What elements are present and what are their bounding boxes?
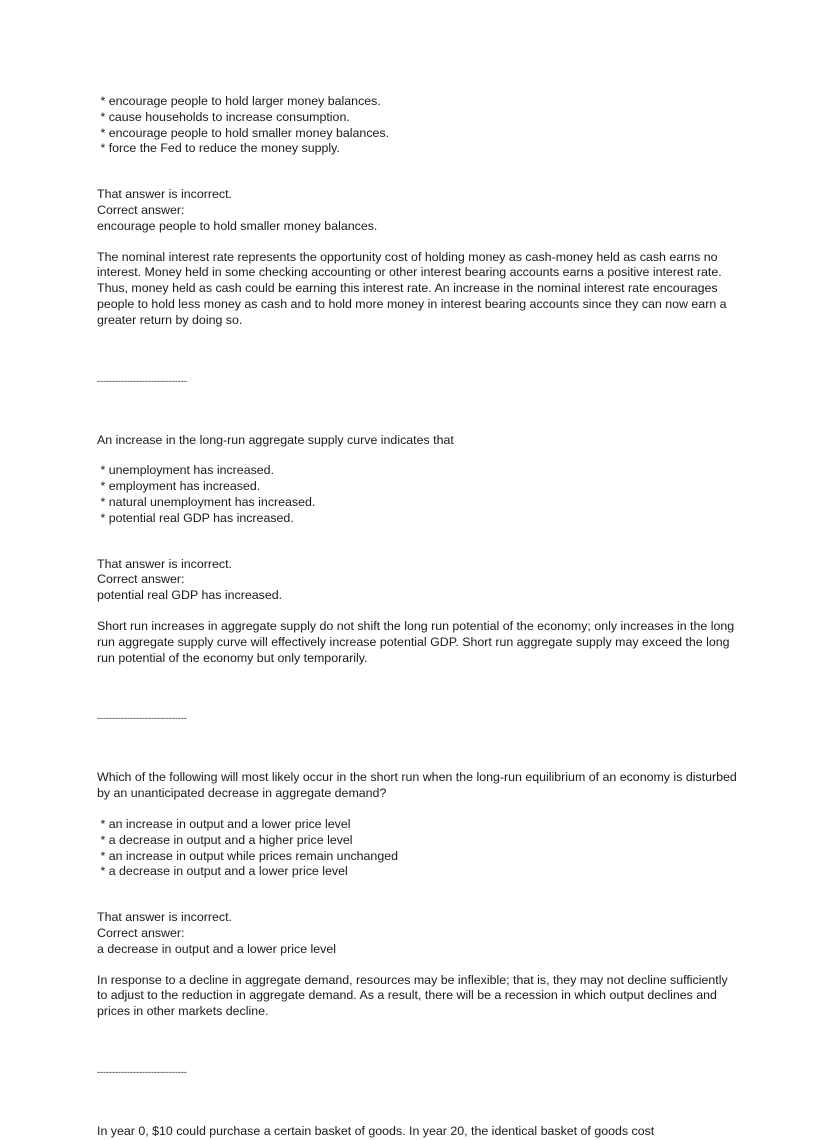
separator-1: ------------------------------ bbox=[97, 375, 187, 386]
q1-option-1: * encourage people to hold larger money balances. bbox=[97, 94, 381, 108]
separator-3: ------------------------------ bbox=[97, 1066, 187, 1077]
q3-options bbox=[97, 817, 737, 880]
q1-options bbox=[97, 94, 737, 157]
q2-explanation: Short run increases in aggregate supply do not shift the long run potential of the economy; only increases in the long run aggregate supply curve will effectively increase potential GDP. Short run aggregate supply may exceed the long run potential of the economy but only temporarily. bbox=[97, 618, 735, 665]
q3-option-1: * an increase in output and a lower price level bbox=[97, 816, 351, 831]
q2-option-3: * natural unemployment has increased. bbox=[97, 494, 316, 509]
q3-option-4: * a decrease in output and a lower price level bbox=[97, 864, 348, 879]
q1-option-4: * force the Fed to reduce the money supply. bbox=[97, 141, 340, 156]
q3-option-3: * an increase in output while prices remain unchanged bbox=[97, 848, 398, 863]
separator-2: ------------------------------ bbox=[97, 713, 187, 724]
document-page bbox=[97, 94, 737, 1140]
q2-correct-answer: potential real GDP has increased. bbox=[97, 588, 283, 603]
q1-explanation: The nominal interest rate represents the opportunity cost of holding money as cash-money held as cash earns no interest. Money held in some checking accounting or other interest bearing accounts earns a positive interest rate. Thus, money held as cash could be earning this interest rate. An increase in the nominal interest rate encourages people to hold less money as cash and to hold more money in interest bearing accounts since they can now earn a greater return by doing so. bbox=[97, 249, 727, 327]
q1-correct-label: Correct answer: bbox=[97, 202, 185, 217]
q3-correct-label: Correct answer: bbox=[97, 925, 185, 940]
q3-question: Which of the following will most likely occur in the short run when the long-run equilibrium of an economy is disturbed by an unanticipated decrease in aggregate demand? bbox=[97, 770, 737, 801]
q2-question: An increase in the long-run aggregate supply curve indicates that bbox=[97, 432, 454, 447]
q2-option-2: * employment has increased. bbox=[97, 479, 261, 494]
q2-options bbox=[97, 463, 737, 526]
q3-result: That answer is incorrect. bbox=[97, 910, 232, 925]
q2-option-1: * unemployment has increased. bbox=[97, 463, 275, 478]
q1-option-3: * encourage people to hold smaller money balances. bbox=[97, 125, 390, 140]
q4-question: In year 0, $10 could purchase a certain basket of goods. In year 20, the identical basket of goods cost bbox=[97, 1123, 655, 1138]
q1-correct-answer: encourage people to hold smaller money balances. bbox=[97, 218, 378, 233]
q2-result: That answer is incorrect. bbox=[97, 556, 232, 571]
q1-option-2: * cause households to increase consumption. bbox=[97, 109, 350, 124]
q3-option-2: * a decrease in output and a higher price level bbox=[97, 832, 353, 847]
q3-correct-answer: a decrease in output and a lower price level bbox=[97, 941, 337, 956]
q1-result: That answer is incorrect. bbox=[97, 187, 232, 202]
q2-option-4: * potential real GDP has increased. bbox=[97, 510, 294, 525]
q2-correct-label: Correct answer: bbox=[97, 572, 185, 587]
q3-explanation: In response to a decline in aggregate demand, resources may be inflexible; that is, they may not decline sufficiently to adjust to the reduction in aggregate demand. As a result, there will be a recession in which output declines and prices in other markets decline. bbox=[97, 972, 728, 1019]
